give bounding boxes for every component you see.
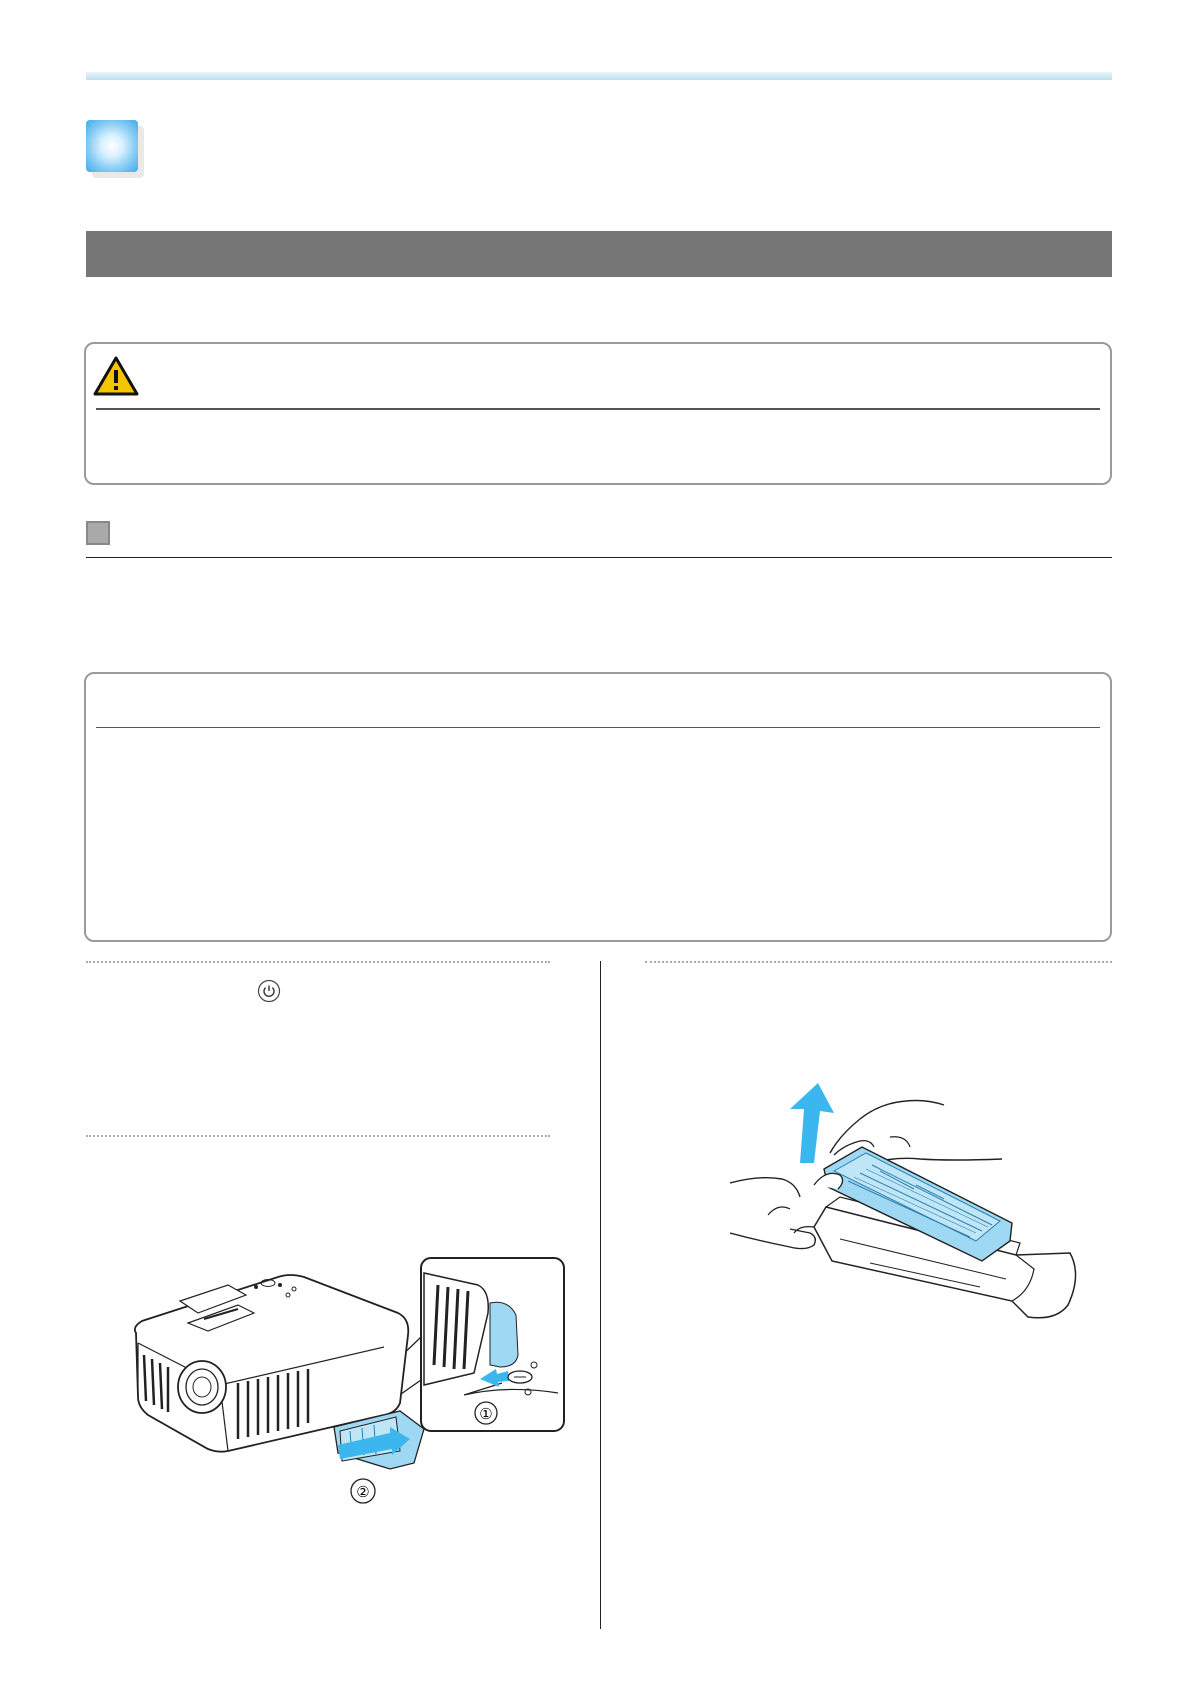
step-separator [645, 961, 1112, 963]
info-divider [96, 727, 1100, 728]
power-button-icon [257, 979, 281, 1003]
projector-filter-cover-figure [128, 1255, 568, 1515]
chapter-bullet-icon [86, 120, 138, 172]
section-title-bar [86, 231, 1112, 277]
info-box [84, 672, 1112, 942]
column-divider [600, 961, 601, 1629]
warning-box [84, 342, 1112, 485]
header-rule [86, 72, 1112, 80]
callout-1: ① [479, 1406, 493, 1423]
subsection-rule [86, 557, 1112, 558]
warning-triangle-icon [92, 355, 140, 397]
step-separator [86, 961, 550, 963]
step-separator [86, 1135, 550, 1137]
warning-divider [96, 408, 1100, 410]
filter-removal-figure [730, 1065, 1100, 1335]
subsection-square-icon [86, 521, 110, 545]
callout-2: ② [356, 1484, 370, 1501]
